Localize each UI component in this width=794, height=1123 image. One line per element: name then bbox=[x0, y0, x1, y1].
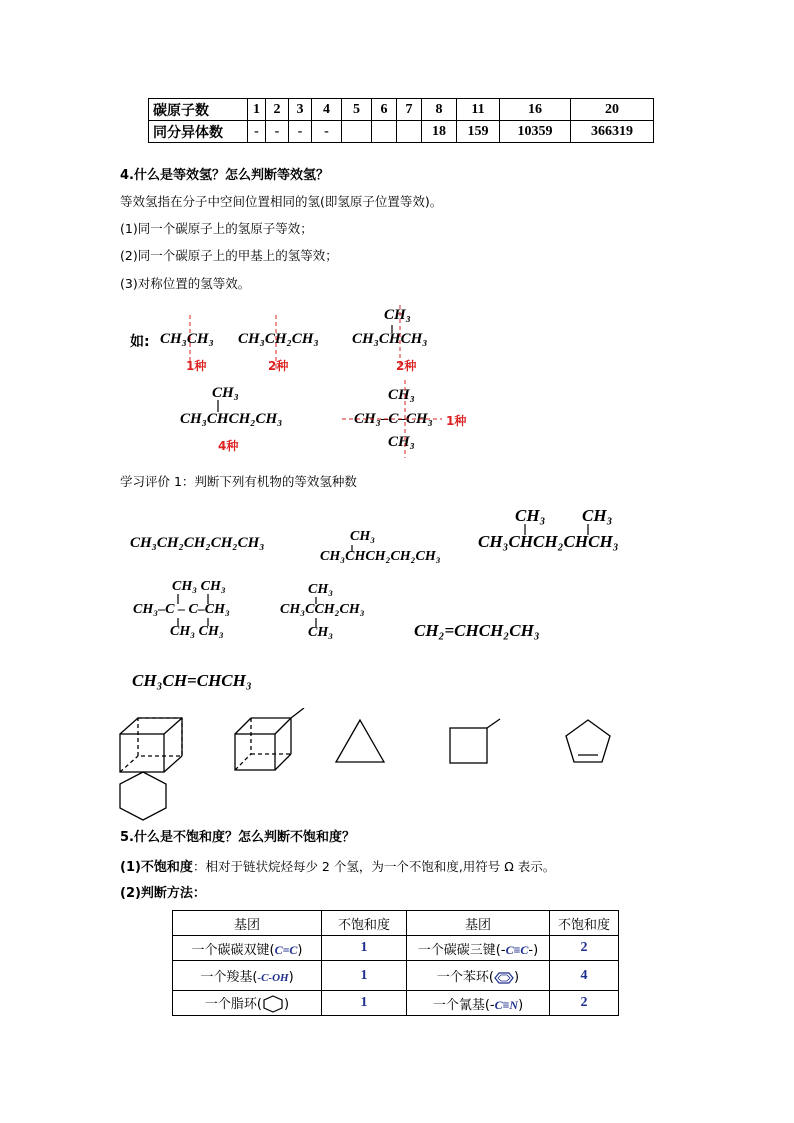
group-name: 一个碳碳三键(- bbox=[417, 942, 506, 958]
molecule-tetramethylbutane-top: CH₃ CH₃ bbox=[172, 579, 226, 594]
molecule-tetramethylbutane: CH₃–C – C–CH₃ bbox=[133, 602, 230, 617]
example-isobutane-top: CH₃ bbox=[384, 307, 411, 323]
cyclohexane-icon bbox=[120, 772, 166, 820]
section-5-title: 5.什么是不饱和度？怎么判断不饱和度？ bbox=[120, 830, 355, 845]
table-cell: 20 bbox=[571, 99, 654, 121]
table-header-row bbox=[173, 911, 619, 936]
group-name: 一个碳碳双键( bbox=[191, 942, 275, 958]
table-cell: 4 bbox=[312, 99, 342, 121]
molecule-dimethylbutane-bottom: CH₃ bbox=[308, 625, 334, 640]
methylcyclobutane-icon bbox=[450, 719, 500, 763]
table-cell: 一个氰基(-C≡N) bbox=[407, 991, 550, 1016]
table-row bbox=[173, 991, 619, 1016]
rule-2: (2)同一个碳原子上的甲基上的氢等效； bbox=[120, 248, 338, 263]
table-cell: 一个碳碳三键(-C≡C-) bbox=[407, 936, 550, 961]
saturation-definition-label: (1)不饱和度 bbox=[120, 860, 193, 875]
example-ethane: CH₃CH₃ bbox=[160, 331, 214, 347]
saturation-definition bbox=[120, 856, 555, 875]
example-propane-count: 2种 bbox=[268, 359, 289, 373]
row-label: 碳原子数 bbox=[149, 99, 248, 121]
judgement-method: (2)判断方法： bbox=[120, 886, 206, 901]
group-name: 一个氰基(- bbox=[432, 997, 495, 1013]
table-cell: - bbox=[289, 121, 312, 143]
table-cell: 6 bbox=[372, 99, 397, 121]
rule-1: (1)同一个碳原子上的氢原子等效； bbox=[120, 221, 313, 236]
cyclopropane-icon bbox=[336, 720, 384, 762]
molecule-pentane: CH₃CH₂CH₂CH₂CH₃ bbox=[130, 535, 265, 551]
equivalent-h-definition: 等效氢指在分子中空间位置相同的氢(即氢原子位置等效)。 bbox=[120, 194, 443, 209]
example-ethane-count: 1种 bbox=[186, 359, 207, 373]
molecule-dimethylpentane: CH₃CHCH₂CHCH₃ bbox=[478, 532, 619, 551]
table-cell: 2 bbox=[550, 991, 619, 1016]
cyano-symbol: C≡N bbox=[494, 997, 519, 1012]
molecule-tetramethylbutane-bottom: CH₃ CH₃ bbox=[170, 624, 224, 639]
table-header: 不饱和度 bbox=[550, 911, 619, 936]
table-cell: - bbox=[312, 121, 342, 143]
example-neopentane-count: 1种 bbox=[446, 414, 467, 428]
group-name: 一个脂环( bbox=[204, 996, 262, 1012]
cube-icon bbox=[120, 718, 182, 772]
molecule-2-butene: CH₃CH=CHCH₃ bbox=[132, 671, 252, 690]
row-label: 同分异体数 bbox=[149, 121, 248, 143]
evaluation-title: 学习评价 1：判断下列有机物的等效氢种数 bbox=[120, 474, 357, 489]
table-cell: - bbox=[266, 121, 289, 143]
example-propane: CH₃CH₂CH₃ bbox=[238, 331, 319, 347]
table-cell: 10359 bbox=[500, 121, 571, 143]
table-header: 基团 bbox=[407, 911, 550, 936]
rule-3: (3)对称位置的氢等效。 bbox=[120, 276, 251, 291]
table-cell: 一个羧基(-C-OH) bbox=[173, 961, 322, 991]
ring-structures bbox=[110, 708, 630, 823]
alicyclic-ring-icon bbox=[262, 995, 284, 1013]
molecule-dimethylpentane-top-1: CH₃ bbox=[515, 506, 546, 525]
example-prefix: 如: bbox=[130, 334, 150, 350]
table-cell: 2 bbox=[266, 99, 289, 121]
table-cell: 3 bbox=[289, 99, 312, 121]
molecule-2-methylpentane: CH₃CHCH₂CH₂CH₃ bbox=[320, 549, 441, 564]
example-neopentane: CH₃–C–CH₃ bbox=[354, 411, 433, 427]
table-header: 不饱和度 bbox=[322, 911, 407, 936]
molecule-dimethylpentane-top-2: CH₃ bbox=[582, 506, 613, 525]
group-name: 一个苯环( bbox=[436, 970, 494, 985]
molecule-2-methylpentane-top: CH₃ bbox=[350, 529, 376, 544]
carboxyl-symbol: -C-OH bbox=[257, 972, 289, 984]
table-cell: 18 bbox=[422, 121, 457, 143]
table-cell: 7 bbox=[397, 99, 422, 121]
unsaturation-table bbox=[172, 910, 619, 1016]
example-isopentane-top: CH₃ bbox=[212, 385, 239, 401]
example-isobutane: CH₃CHCH₃ bbox=[352, 331, 428, 347]
group-name: 一个羧基( bbox=[200, 970, 258, 985]
example-isopentane-count: 4种 bbox=[218, 439, 239, 453]
triple-bond-symbol: C≡C bbox=[505, 942, 529, 957]
table-cell: 8 bbox=[422, 99, 457, 121]
table-cell: 1 bbox=[322, 936, 407, 961]
table-cell: 1 bbox=[322, 961, 407, 991]
table-cell: 4 bbox=[550, 961, 619, 991]
table-header: 基团 bbox=[173, 911, 322, 936]
table-row bbox=[173, 936, 619, 961]
table-cell: 1 bbox=[322, 991, 407, 1016]
table-cell: - bbox=[248, 121, 266, 143]
table-cell: 一个苯环( ) bbox=[407, 961, 550, 991]
table-cell: 1 bbox=[248, 99, 266, 121]
table-cell: 11 bbox=[457, 99, 500, 121]
section-4-title: 4.什么是等效氢？怎么判断等效氢？ bbox=[120, 168, 329, 183]
cyclopentene-icon bbox=[566, 720, 610, 762]
example-isopentane: CH₃CHCH₂CH₃ bbox=[180, 411, 283, 427]
table-cell: 366319 bbox=[571, 121, 654, 143]
table-cell: 159 bbox=[457, 121, 500, 143]
molecule-dimethylbutane: CH₃CCH₂CH₃ bbox=[280, 602, 365, 617]
table-row bbox=[173, 961, 619, 991]
table-cell: 2 bbox=[550, 936, 619, 961]
table-cell: 一个碳碳双键(C=C) bbox=[173, 936, 322, 961]
molecule-1-butene: CH₂=CHCH₂CH₃ bbox=[414, 621, 540, 640]
example-neopentane-bottom: CH₃ bbox=[388, 434, 415, 450]
molecule-dimethylbutane-top: CH₃ bbox=[308, 582, 334, 597]
table-cell: 一个脂环( ) bbox=[173, 991, 322, 1016]
double-bond-symbol: C=C bbox=[274, 942, 298, 957]
saturation-definition-text: ：相对于链状烷烃每少 2 个氢，为一个不饱和度,用符号 Ω 表示。 bbox=[192, 859, 556, 874]
table-cell: 5 bbox=[342, 99, 372, 121]
table-cell: 16 bbox=[500, 99, 571, 121]
example-neopentane-top: CH₃ bbox=[388, 387, 415, 403]
methyl-cube-icon bbox=[235, 708, 304, 770]
example-isobutane-count: 2种 bbox=[396, 359, 417, 373]
benzene-ring-icon bbox=[494, 971, 514, 985]
